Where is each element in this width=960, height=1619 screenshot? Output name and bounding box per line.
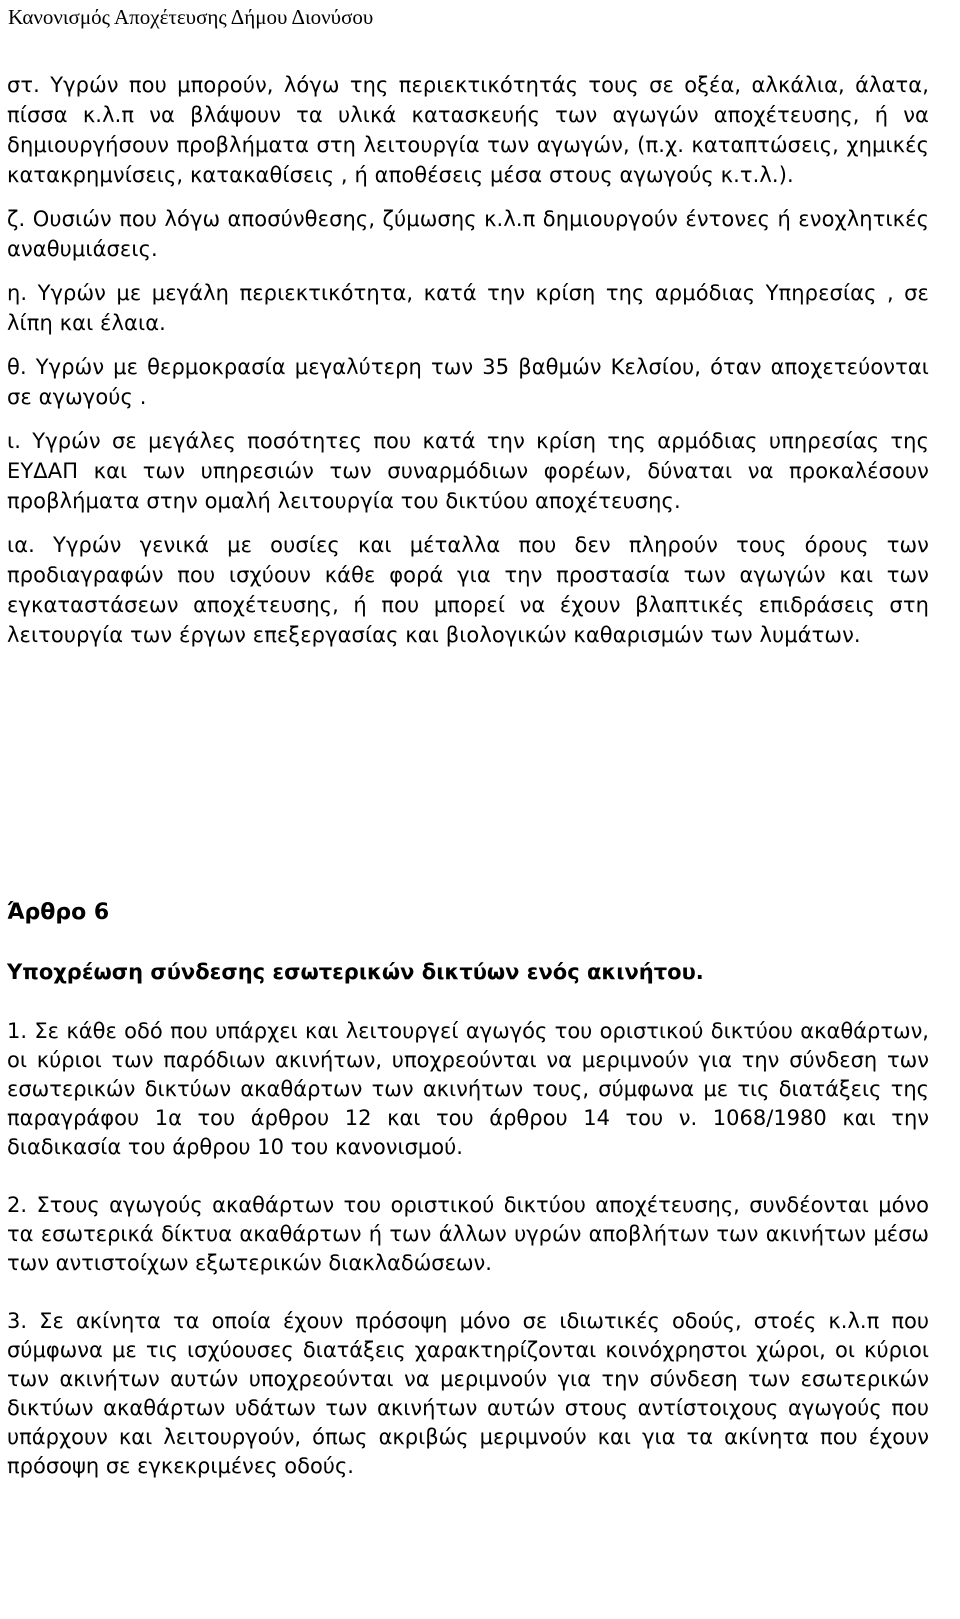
page-header: Κανονισμός Αποχέτευσης Δήμου Διονύσου xyxy=(8,5,374,29)
list-item-i: η. Υγρών με μεγάλη περιεκτικότητα, κατά την κρίση της αρμόδιας Υπηρεσίας , σε λίπη και έλαια. xyxy=(7,281,929,335)
list-item-th: θ. Υγρών με θερμοκρασία μεγαλύτερη των 35 βαθμών Κελσίου, όταν αποχετεύονται σε αγωγούς . xyxy=(7,355,929,409)
list-item-iota: ι. Υγρών σε μεγάλες ποσότητες που κατά την κρίση της αρμόδιας υπηρεσίας της ΕΥΔΑΠ και των υπηρεσιών των συναρμόδιων φορέων, δύναται να προκαλέσουν προβλήματα στην ομαλή λειτουργία του δικτύου αποχέτευσης. xyxy=(7,429,929,513)
article-paragraph-2: 2. Στους αγωγούς ακαθάρτων του οριστικού δικτύου αποχέτευσης, συνδέονται μόνο τα εσωτερικά δίκτυα ακαθάρτων ή των άλλων υγρών αποβλήτων των ακινήτων μέσω των αντιστοίχων εξωτερικών διακλαδώσεων. xyxy=(7,1193,929,1275)
prohibited-substances-list xyxy=(7,70,929,664)
article-body xyxy=(7,1017,929,1510)
list-item-z: ζ. Ουσιών που λόγω αποσύνθεσης, ζύμωσης κ.λ.π δημιουργούν έντονες ή ενοχλητικές αναθυμιάσεις. xyxy=(7,207,929,261)
article-paragraph-1: 1. Σε κάθε οδό που υπάρχει και λειτουργεί αγωγός του οριστικού δικτύου ακαθάρτων, οι κύριοι των παρόδιων ακινήτων, υποχρεούνται να μεριμνούν για την σύνδεση των εσωτερικών δικτύων ακαθάρτων των ακινήτων τους, σύμφωνα με τις διατάξεις της παραγράφου 1α του άρθρου 12 και του άρθρου 14 του ν. 1068/1980 και την διαδικασία του άρθρου 10 του κανονισμού. xyxy=(7,1019,929,1159)
article-subtitle: Υποχρέωση σύνδεσης εσωτερικών δικτύων ενός ακινήτου. xyxy=(7,960,704,984)
article-paragraph-3: 3. Σε ακίνητα τα οποία έχουν πρόσοψη μόνο σε ιδιωτικές οδούς, στοές κ.λ.π που σύμφωνα με τις ισχύουσες διατάξεις χαρακτηρίζονται κοινόχρηστοι χώροι, οι κύριοι των ακινήτων αυτών υποχρεούνται να μεριμνούν για την σύνδεση των εσωτερικών δικτύων ακαθάρτων υδάτων των ακινήτων αυτών στους αντίστοιχους αγωγούς που υπάρχουν και λειτουργούν, όπως ακριβώς μεριμνούν και για τα ακίνητα που έχουν πρόσοψη σε εγκεκριμένες οδούς. xyxy=(7,1309,929,1478)
list-item-st: στ. Υγρών που μπορούν, λόγω της περιεκτικότητάς τους σε οξέα, αλκάλια, άλατα, πίσσα κ.λ.π να βλάψουν τα υλικά κατασκευής των αγωγών αποχέτευσης, ή να δημιουργήσουν προβλήματα στη λειτουργία των αγωγών, (π.χ. καταπτώσεις, χημικές κατακρημνίσεις, κατακαθίσεις , ή αποθέσεις μέσα στους αγωγούς κ.τ.λ.). xyxy=(7,73,929,187)
list-item-ia: ια. Υγρών γενικά με ουσίες και μέταλλα που δεν πληρούν τους όρους των προδιαγραφών που ισχύουν κάθε φορά για την προστασία των αγωγών και των εγκαταστάσεων αποχέτευσης, ή που μπορεί να έχουν βλαπτικές επιδράσεις στη λειτουργία των έργων επεξεργασίας και βιολογικών καθαρισμών των λυμάτων. xyxy=(7,533,929,647)
article-title: Άρθρο 6 xyxy=(7,900,110,925)
